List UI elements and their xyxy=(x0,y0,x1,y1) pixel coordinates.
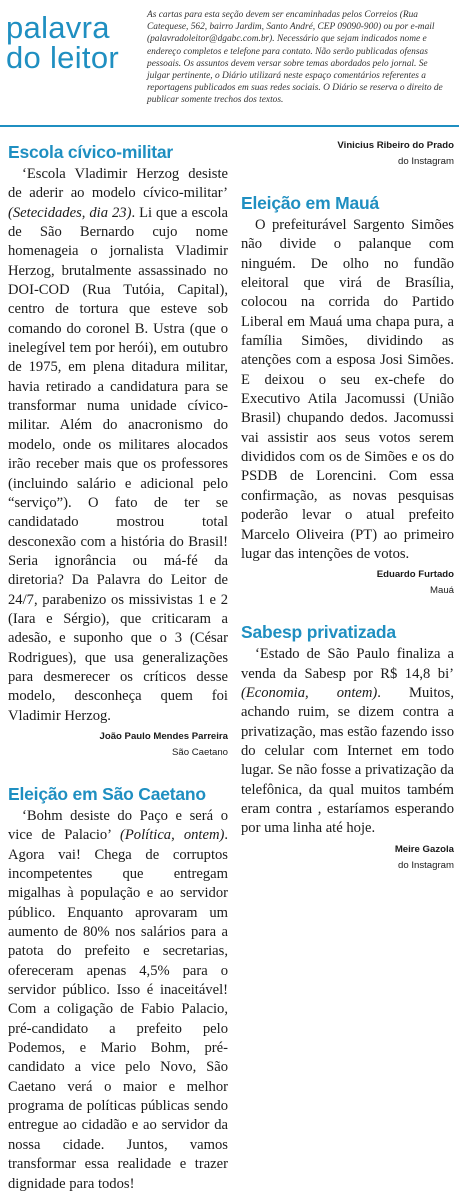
letter-maua xyxy=(241,193,454,596)
letter-location: do Instagram xyxy=(398,156,454,167)
letter-text: . Li que a escola de São Bernardo cujo nome homenageia o jornalista Vladimir Herzog, brutalmente assassinado no DOI-COD (Rua Tutóia, Capital), centro de tortura que esteve sob comando do coronel B. Ustra (que o inelegível tem por herói), em outubro de 1975, em plena ditadura militar, havia retirado a candidatura para se transformar numa unidade cívico-militar. Além do anacronismo do modelo, onde os militares alocados irão receber mais que os professores (incluindo salário e adicional pelo “serviço”). O fato de ter se candidatado mostrou total desconexão com a história do Brasil! Seria ignorância ou má-fé da diretoria? Da Palavra do Leitor de 24/7, parabenizo os missivistas 1 e 2 (Iara e Sérgio), que criticaram a adesão, e suponho que o 3 (César Rodrigues), que usa generalizações para desmerecer os críticos desse modelo, desconheça quem foi Vladimir Herzog. xyxy=(8,204,228,724)
letter-escola xyxy=(8,142,228,758)
letter-body: O prefeiturável Sargento Simões não divide o palanque com ninguém. De olho no fundão eleitoral que virá de Brasília, colocou na corrida do Partido Liberal em Mauá uma chapa pura, a família Simões, dividindo as atenções com a esposa Josi Simões. E deixou o seu ex-chefe do Executivo Atila Jacomussi (União Brasil) chupando dedos. Jacomussi vai assistir aos seus votos serem divididos com os de Simões e os do PSDB de Lorencini. Com essa confirmação, as novas pesquisas poderão levar o atual prefeito Marcelo Oliveira (PT) ao primeiro lugar das intenções de votos. xyxy=(241,217,454,562)
letter-text: ‘Escola Vladimir Herzog desiste de aderir ao modelo cívico-militar’ xyxy=(8,166,228,202)
letter-text: ‘Bohm desiste do Paço e será o vice de Palacio’ xyxy=(8,807,228,844)
letter-title: Eleição em Mauá xyxy=(241,193,380,213)
header-divider xyxy=(0,125,459,127)
letter-text: . Agora vai! Chega de corruptos incompetentes que entregam migalhas à população e ao servidor público. Enquanto aprovaram um aumento de 80% nos salários para a patota do prefeito e secretarias, ofereceram apenas 4,5% para o servidor público. Isso é inaceitável! Com a coligação de Fabio Palacio, pré-candidato a prefeito pelo Podemos, e Mario Bohm, pré-candidato a vice pelo Novo, São Caetano verá o maior e melhor programa de políticas públicas sendo entregue ao cidadão e ao servidor da nossa cidade. Juntos, vamos transformar essa realidade e trazer dignidade para todos! xyxy=(8,827,228,1192)
letter-author: Eduardo Furtado xyxy=(376,569,454,581)
letter-text: ‘Estado de São Paulo finaliza a venda da Sabesp por R$ 14,8 bi’ xyxy=(241,646,454,682)
letter-source: (Economia, ontem) xyxy=(241,684,378,701)
letter-location: Mauá xyxy=(430,585,454,597)
section-title-line2: do leitor xyxy=(6,40,119,75)
right-column xyxy=(241,130,454,871)
letter-sabesp xyxy=(241,622,454,870)
letter-author: Meire Gazola xyxy=(394,843,454,855)
letter-title: Eleição em São Caetano xyxy=(8,783,206,804)
letter-body xyxy=(8,165,228,726)
letter-source: (Setecidades, dia 23) xyxy=(8,204,132,221)
letter-body xyxy=(8,807,228,1194)
section-header xyxy=(0,0,459,118)
letter-title: Escola cívico-militar xyxy=(8,142,174,162)
letter-location: São Caetano xyxy=(171,746,228,758)
letter-title: Sabesp privatizada xyxy=(241,622,396,643)
letter-source: (Política, ontem) xyxy=(120,827,225,844)
section-intro: As cartas para esta seção devem ser encaminhadas pelos Correios (Rua Catequese, 562, bairro Jardim, Santo André, CEP 09090-900) ou por e-mail (palavradoleitor@dgabc.com.br). Necessário que sejam indicados nome e endereço completos e telefone para contato. Não serão publicadas ofensas pessoais. Os assuntos devem versar sobre temas abordados pelo jornal. Se julgar pertinente, o Diário utilizará neste espaço comentários referentes a reportagens publicados em suas redes sociais. O Diário se reserva o direito de publicar somente trechos dos textos. xyxy=(147,10,443,106)
letter-author: João Paulo Mendes Parreira xyxy=(99,730,228,742)
letter-author: Vinicius Ribeiro do Prado xyxy=(337,140,454,151)
left-column xyxy=(8,130,228,1192)
letter-saocaetano-signature xyxy=(241,140,454,167)
letter-location: do Instagram xyxy=(398,859,454,871)
section-title xyxy=(6,10,119,75)
section-title-line1: palavra xyxy=(6,10,110,45)
letter-text: . Muitos, achando ruim, se dizem contra a privatização, mas estão fazendo isso do celular com Internet em todo lugar. Se não fosse a privatização da telefônica, da qual muitos também eram contra , estaríamos esperando por uma linha até hoje. xyxy=(241,684,454,837)
letter-saocaetano xyxy=(8,784,228,1194)
letter-body xyxy=(241,645,454,838)
